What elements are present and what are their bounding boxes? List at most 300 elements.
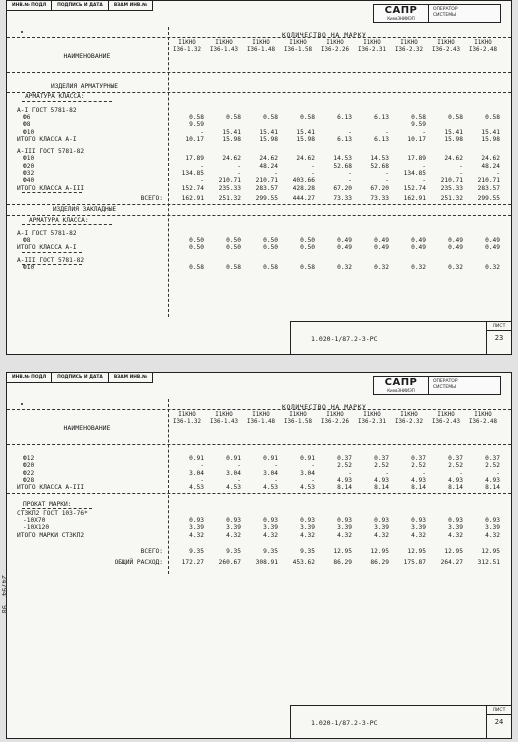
- row-label: Ф10: [23, 128, 35, 136]
- corner-mark: [21, 31, 23, 33]
- stamp-cell-replace: ВЗАМ ИНВ.№: [113, 3, 148, 8]
- row-value: 152.74: [403, 184, 426, 192]
- row-value: 312.51: [477, 559, 500, 567]
- column-header-5: I1КНО I36-2.26: [321, 40, 349, 53]
- title-block: [290, 705, 511, 738]
- row-value: 308.91: [255, 559, 278, 567]
- column-header-7: I1КНО I36-2.32: [395, 40, 423, 53]
- row-value: 12.95: [481, 548, 500, 555]
- row-value: 15.41: [222, 128, 241, 136]
- table-row: [7, 237, 511, 244]
- row-value: 283.57: [477, 184, 500, 192]
- row-value: 86.29: [370, 559, 389, 567]
- row-value: 86.29: [333, 559, 352, 567]
- row-label: АРМАТУРА КЛАССА:: [29, 216, 89, 224]
- row-label: ИТОГО КЛАССА А-III: [17, 184, 85, 192]
- row-value: -: [311, 170, 315, 177]
- row-value: 6.13: [337, 113, 352, 121]
- table-row: [7, 170, 511, 177]
- row-value: 0.49: [448, 244, 463, 252]
- row-value: 403.66: [292, 177, 315, 185]
- table-row: [7, 230, 511, 237]
- row-label: А-III ГОСТ 5781-82: [17, 148, 85, 156]
- row-value: 12.95: [333, 548, 352, 555]
- table-row: [7, 455, 511, 462]
- row-value: 428.28: [292, 184, 315, 192]
- row-label: ВСЕГО:: [140, 548, 163, 555]
- row-value: 4.93: [411, 476, 426, 484]
- row-value: 9.59: [411, 121, 426, 129]
- corner-mark: [21, 403, 23, 405]
- row-value: 0.50: [189, 237, 204, 245]
- row-label: ИТОГО КЛАССА А-III: [17, 484, 85, 492]
- row-value: 4.53: [300, 484, 315, 492]
- approval-cells: [7, 1, 153, 11]
- row-value: -: [200, 162, 204, 170]
- row-label: ПРОКАТ МАРКИ:: [23, 500, 72, 508]
- row-value: 48.24: [481, 162, 500, 170]
- row-value: 2.52: [448, 462, 463, 470]
- row-value: 0.32: [411, 264, 426, 271]
- row-value: -: [274, 170, 278, 177]
- row-value: 8.14: [411, 484, 426, 492]
- row-value: 9.59: [189, 121, 204, 129]
- stamp-bar: [7, 373, 511, 395]
- page-label: ЛИСТ: [487, 323, 511, 331]
- row-value: 251.32: [218, 194, 241, 202]
- table-row: [7, 244, 511, 251]
- page-box: [486, 322, 511, 354]
- row-value: -: [274, 462, 278, 470]
- row-value: 48.24: [259, 162, 278, 170]
- row-value: -: [200, 462, 204, 470]
- label-underline: [22, 252, 82, 253]
- drawing-sheet-24: [6, 372, 512, 739]
- row-value: -: [496, 469, 500, 477]
- row-value: -: [459, 162, 463, 170]
- row-value: 210.71: [218, 177, 241, 185]
- table-row: [7, 163, 511, 170]
- document-code: 1.020-1/87.2-3-РС: [311, 719, 378, 727]
- row-label: Ф10: [23, 155, 35, 163]
- row-value: 12.95: [370, 548, 389, 555]
- row-value: 2.52: [337, 462, 352, 470]
- margin-note-2: 98: [0, 605, 8, 614]
- table-row: [7, 206, 511, 213]
- row-value: 8.14: [448, 484, 463, 492]
- row-label: А-III ГОСТ 5781-82: [17, 256, 85, 264]
- row-value: 0.32: [374, 264, 389, 271]
- row-value: 0.37: [374, 455, 389, 462]
- table-row: [7, 532, 511, 539]
- row-value: 52.68: [370, 162, 389, 170]
- row-value: 0.91: [263, 455, 278, 462]
- page-label: ЛИСТ: [487, 707, 511, 715]
- row-value: -: [459, 469, 463, 477]
- header-divider: [7, 409, 511, 410]
- row-value: 0.50: [263, 244, 278, 252]
- row-value: 0.32: [337, 264, 352, 271]
- operator-label: ОПЕРАТОР: [433, 7, 458, 12]
- row-value: 8.14: [374, 484, 389, 492]
- row-value: 15.98: [481, 135, 500, 143]
- row-value: 9.35: [263, 548, 278, 555]
- row-value: 15.41: [481, 128, 500, 136]
- row-value: 264.27: [440, 559, 463, 567]
- row-value: 260.67: [218, 559, 241, 567]
- row-value: 4.32: [226, 531, 241, 539]
- table-row: [7, 462, 511, 469]
- row-value: 0.58: [263, 264, 278, 271]
- table-row: [7, 93, 511, 100]
- page-number: 23: [494, 334, 504, 342]
- row-label: Ф40: [23, 177, 35, 185]
- column-header-6: I1КНО I36-2.31: [358, 412, 386, 425]
- table-row: [7, 177, 511, 184]
- row-value: 172.27: [181, 559, 204, 567]
- document-code: 1.020-1/87.2-3-РС: [311, 335, 378, 343]
- row-value: 0.37: [448, 455, 463, 462]
- row-value: -: [311, 462, 315, 470]
- page-number: 24: [494, 718, 504, 726]
- row-value: 0.49: [337, 244, 352, 252]
- system-label: СИСТЕМЫ: [433, 385, 457, 390]
- row-value: 210.71: [255, 177, 278, 185]
- row-value: -: [422, 128, 426, 136]
- row-label: ИТОГО КЛАССА А-I: [17, 135, 77, 143]
- row-label: ИТОГО МАРКИ СТ3КП2: [17, 531, 85, 539]
- row-value: 0.58: [448, 113, 463, 121]
- row-label: А-I ГОСТ 5781-82: [17, 229, 77, 237]
- row-value: 152.74: [181, 184, 204, 192]
- row-value: 4.32: [263, 531, 278, 539]
- row-value: 0.37: [411, 455, 426, 462]
- row-value: 235.33: [440, 184, 463, 192]
- name-column-title: НАИМЕНОВАНИЕ: [63, 52, 111, 60]
- row-value: 4.32: [374, 531, 389, 539]
- row-value: 15.41: [259, 128, 278, 136]
- row-value: 10.17: [185, 135, 204, 143]
- row-value: 235.33: [218, 184, 241, 192]
- row-value: 0.58: [411, 113, 426, 121]
- row-value: 0.93: [189, 517, 204, 525]
- section-rule: [7, 493, 511, 494]
- label-underline: [22, 192, 82, 193]
- row-value: 0.91: [226, 455, 241, 462]
- row-value: 0.93: [485, 517, 500, 525]
- row-value: 0.58: [226, 113, 241, 121]
- row-label: СТ3КП2 ГОСТ 103-76*: [17, 509, 88, 517]
- row-value: 2.52: [411, 462, 426, 470]
- row-value: 0.49: [411, 237, 426, 245]
- row-value: 299.55: [477, 194, 500, 202]
- column-header-8: I1КНО I36-2.43: [432, 412, 460, 425]
- row-value: 15.98: [259, 135, 278, 143]
- row-value: 6.13: [374, 135, 389, 143]
- header-bottom-rule: [7, 72, 511, 73]
- row-value: 175.87: [403, 559, 426, 567]
- row-value: -: [385, 469, 389, 477]
- column-header-7: I1КНО I36-2.32: [395, 412, 423, 425]
- table-row: [7, 121, 511, 128]
- row-value: 9.35: [189, 548, 204, 555]
- title-block: [290, 321, 511, 354]
- row-value: -: [200, 128, 204, 136]
- row-value: -: [237, 462, 241, 470]
- row-value: 4.32: [337, 531, 352, 539]
- row-value: 0.37: [485, 455, 500, 462]
- row-value: -: [496, 170, 500, 177]
- row-value: 4.53: [189, 484, 204, 492]
- table-row: [7, 155, 511, 162]
- row-value: 17.89: [185, 155, 204, 163]
- row-value: 299.55: [255, 194, 278, 202]
- row-value: 4.93: [448, 476, 463, 484]
- row-value: 4.93: [485, 476, 500, 484]
- row-value: 4.32: [485, 531, 500, 539]
- column-header-4: I1КНО I36-1.58: [284, 412, 312, 425]
- row-value: 0.49: [374, 237, 389, 245]
- row-label: ОБЩИЙ РАСХОД:: [114, 559, 163, 567]
- table-row: [7, 548, 511, 555]
- table-row: [7, 257, 511, 264]
- header-divider: [7, 37, 511, 38]
- row-value: 0.93: [300, 517, 315, 525]
- table-row: [7, 195, 511, 202]
- label-underline: [22, 224, 112, 225]
- table-row: [7, 217, 511, 224]
- row-value: 10.17: [407, 135, 426, 143]
- section-rule: [7, 204, 511, 205]
- row-value: 4.93: [374, 476, 389, 484]
- row-value: 0.91: [300, 455, 315, 462]
- row-value: 73.33: [333, 194, 352, 202]
- row-label: ИТОГО КЛАССА А-I: [17, 244, 77, 252]
- stamp-cell-inv: ИНВ.№ ПОДЛ: [7, 1, 52, 10]
- row-value: 0.49: [448, 237, 463, 245]
- row-value: 0.49: [337, 237, 352, 245]
- row-value: -: [311, 162, 315, 170]
- row-value: -: [422, 162, 426, 170]
- column-header-9: I1КНО I36-2.48: [469, 412, 497, 425]
- row-value: -: [200, 476, 204, 484]
- row-value: 0.37: [337, 455, 352, 462]
- row-value: -: [237, 170, 241, 177]
- row-value: 67.20: [370, 184, 389, 192]
- row-value: 8.14: [485, 484, 500, 492]
- system-label: СИСТЕМЫ: [433, 13, 457, 18]
- row-value: 162.91: [181, 194, 204, 202]
- row-value: 15.98: [296, 135, 315, 143]
- table-row: [7, 129, 511, 136]
- row-value: 4.53: [263, 484, 278, 492]
- table-row: [7, 83, 511, 90]
- row-value: 0.50: [226, 237, 241, 245]
- row-value: 4.93: [337, 476, 352, 484]
- row-value: 0.93: [411, 517, 426, 525]
- row-value: 14.53: [333, 155, 352, 163]
- row-value: 210.71: [477, 177, 500, 185]
- row-value: -: [422, 469, 426, 477]
- row-value: 3.39: [337, 524, 352, 532]
- row-label: Ф10: [23, 264, 35, 271]
- name-column-title: НАИМЕНОВАНИЕ: [63, 424, 111, 432]
- row-value: 24.62: [222, 155, 241, 163]
- row-label: Ф28: [23, 476, 35, 484]
- row-label: Ф8: [23, 121, 31, 129]
- row-label: ВСЕГО:: [140, 194, 163, 202]
- row-value: -: [385, 177, 389, 185]
- row-label: Ф20: [23, 162, 35, 170]
- label-underline: [22, 508, 92, 509]
- row-value: -: [348, 177, 352, 185]
- stamp-cell-sign: ПОДПИСЬ И ДАТА: [52, 373, 109, 382]
- row-value: 9.35: [226, 548, 241, 555]
- row-value: 3.39: [263, 524, 278, 532]
- approval-cells: [7, 373, 153, 383]
- column-header-2: I1КНО I36-1.43: [210, 40, 238, 53]
- table-row: [7, 107, 511, 114]
- row-value: 14.53: [370, 155, 389, 163]
- row-value: -: [422, 177, 426, 185]
- row-value: 453.62: [292, 559, 315, 567]
- row-value: 251.32: [440, 194, 463, 202]
- column-header-5: I1КНО I36-2.26: [321, 412, 349, 425]
- row-value: 0.50: [189, 244, 204, 252]
- stamp-bar: [7, 1, 511, 23]
- row-value: 283.57: [255, 184, 278, 192]
- row-label: ИЗДЕЛИЯ АРМАТУРНЫЕ: [50, 83, 119, 90]
- row-value: 0.93: [226, 517, 241, 525]
- row-label: Ф32: [23, 170, 35, 177]
- table-row: [7, 470, 511, 477]
- row-value: 0.58: [300, 113, 315, 121]
- table-row: [7, 114, 511, 121]
- row-value: 0.58: [189, 264, 204, 271]
- column-header-2: I1КНО I36-1.43: [210, 412, 238, 425]
- row-value: 0.49: [374, 244, 389, 252]
- table-row: [7, 524, 511, 531]
- row-label: Ф22: [23, 469, 35, 477]
- row-value: -: [385, 170, 389, 177]
- column-header-9: I1КНО I36-2.48: [469, 40, 497, 53]
- row-value: 0.58: [263, 113, 278, 121]
- stamp-cell-replace: ВЗАМ ИНВ.№: [113, 375, 148, 380]
- row-value: 3.39: [485, 524, 500, 532]
- row-value: 3.39: [448, 524, 463, 532]
- row-value: 2.52: [485, 462, 500, 470]
- table-row: [7, 510, 511, 517]
- row-value: 3.39: [300, 524, 315, 532]
- row-value: 0.58: [300, 264, 315, 271]
- row-label: Ф12: [23, 455, 35, 462]
- row-value: 0.50: [300, 244, 315, 252]
- row-value: -: [385, 128, 389, 136]
- row-value: 6.13: [337, 135, 352, 143]
- table-row: [7, 559, 511, 566]
- row-value: 52.68: [333, 162, 352, 170]
- row-label: А-I ГОСТ 5781-82: [17, 106, 77, 114]
- row-value: 15.41: [296, 128, 315, 136]
- row-value: 0.32: [485, 264, 500, 271]
- row-value: 12.95: [407, 548, 426, 555]
- row-value: 15.98: [222, 135, 241, 143]
- quantity-title: КОЛИЧЕСТВО НА МАРКУ: [282, 403, 367, 411]
- row-value: 6.13: [374, 113, 389, 121]
- row-value: -: [274, 476, 278, 484]
- row-value: 12.95: [444, 548, 463, 555]
- margin-inventory-note: [0, 575, 8, 613]
- column-header-1: I1КНО I36-1.32: [173, 412, 201, 425]
- row-value: -: [459, 170, 463, 177]
- sapr-stamp: [373, 376, 501, 395]
- header-bottom-rule: [7, 444, 511, 445]
- row-value: 4.32: [300, 531, 315, 539]
- row-value: -: [311, 476, 315, 484]
- row-value: 24.62: [481, 155, 500, 163]
- row-value: 24.62: [296, 155, 315, 163]
- sapr-logo: САПР: [384, 377, 418, 388]
- row-label: Ф6: [23, 113, 31, 121]
- row-label: ИЗДЕЛИЯ ЗАКЛАДНЫЕ: [52, 206, 117, 214]
- row-value: -: [237, 476, 241, 484]
- stamp-cell-sign: ПОДПИСЬ И ДАТА: [52, 1, 109, 10]
- row-value: 134.85: [181, 170, 204, 177]
- row-value: 444.27: [292, 194, 315, 202]
- row-label: Ф8: [23, 237, 31, 245]
- row-value: 0.58: [226, 264, 241, 271]
- row-value: 8.14: [337, 484, 352, 492]
- row-value: 15.98: [444, 135, 463, 143]
- row-value: 17.89: [407, 155, 426, 163]
- margin-note-1: 24794: [0, 575, 8, 597]
- table-row: [7, 501, 511, 508]
- row-value: 0.50: [226, 244, 241, 252]
- row-value: 3.04: [226, 469, 241, 477]
- row-value: 3.39: [411, 524, 426, 532]
- stamp-cell-inv: ИНВ.№ ПОДЛ: [7, 373, 52, 382]
- row-value: 2.52: [374, 462, 389, 470]
- row-label: -10Х70: [23, 517, 46, 525]
- page-box: [486, 706, 511, 738]
- row-label: АРМАТУРА КЛАССА:: [25, 93, 85, 101]
- row-label: -10Х120: [23, 524, 50, 532]
- row-value: -: [348, 170, 352, 177]
- row-value: 0.49: [411, 244, 426, 252]
- row-value: 0.58: [485, 113, 500, 121]
- row-value: 4.32: [448, 531, 463, 539]
- row-value: 0.93: [337, 517, 352, 525]
- column-header-3: I1КНО I36-1.48: [247, 40, 275, 53]
- row-value: 0.58: [189, 113, 204, 121]
- table-row: [7, 264, 511, 271]
- row-value: 0.91: [189, 455, 204, 462]
- table-row: [7, 136, 511, 143]
- table-row: [7, 484, 511, 491]
- row-value: 15.41: [444, 128, 463, 136]
- row-value: 0.49: [485, 244, 500, 252]
- row-value: 0.50: [263, 237, 278, 245]
- quantity-title: КОЛИЧЕСТВО НА МАРКУ: [282, 31, 367, 39]
- row-value: 4.32: [411, 531, 426, 539]
- row-value: 0.93: [263, 517, 278, 525]
- org-name: КиевЗНИИЭП: [387, 388, 415, 393]
- row-value: 3.04: [189, 469, 204, 477]
- row-value: 162.91: [403, 194, 426, 202]
- row-value: 4.53: [226, 484, 241, 492]
- row-value: -: [348, 128, 352, 136]
- operator-label: ОПЕРАТОР: [433, 379, 458, 384]
